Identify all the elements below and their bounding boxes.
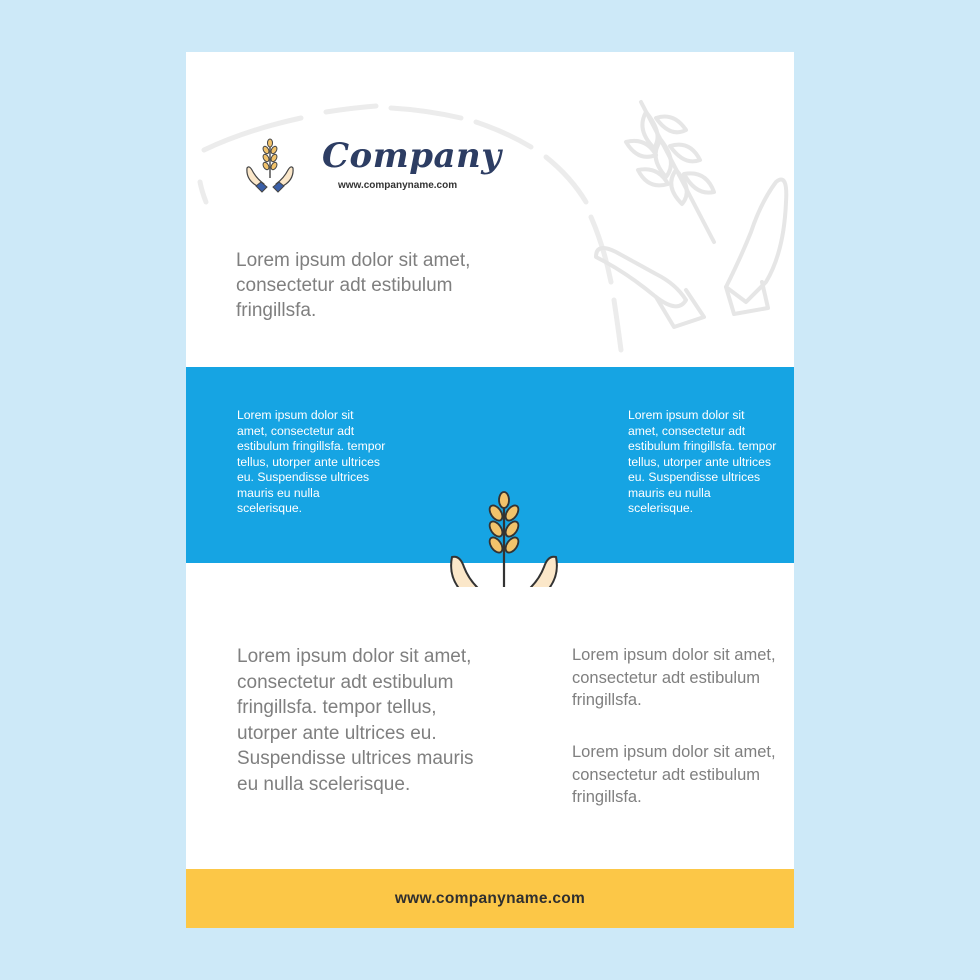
- blue-band: [186, 367, 794, 563]
- brochure-page: [186, 52, 794, 928]
- company-name: Company: [322, 136, 502, 176]
- footer-url[interactable]: www.companyname.com: [394, 890, 586, 907]
- lower-left-text: Lorem ipsum dolor sit amet, consectetur adt estibulum fringillsfa. tempor tellus, utorper ante ultrices eu. Suspendisse ultrices mauris eu nulla scelerisque.: [237, 646, 474, 795]
- band-right-text: Lorem ipsum dolor sit amet, consectetur adt estibulum fringillsfa. tempor tellus, utorper ante ultrices eu. Suspendisse ultrices mauris eu nulla scelerisque.: [628, 408, 777, 515]
- wheat-in-hands-icon: [244, 134, 296, 196]
- wheat-in-hands-watermark-icon: [186, 52, 794, 372]
- intro-text: Lorem ipsum dolor sit amet, consectetur adt estibulum fringillsfa.: [236, 250, 471, 321]
- band-left-text: Lorem ipsum dolor sit amet, consectetur adt estibulum fringillsfa. tempor tellus, utorper ante ultrices eu. Suspendisse ultrices mauris eu nulla scelerisque.: [237, 408, 386, 515]
- company-url-top[interactable]: www.companyname.com: [338, 180, 458, 191]
- footer-bar: [186, 869, 794, 928]
- lower-right-text-1: Lorem ipsum dolor sit amet, consectetur adt estibulum fringillsfa.: [572, 646, 776, 709]
- wheat-in-hands-icon: [442, 437, 566, 587]
- lower-right-text-2: Lorem ipsum dolor sit amet, consectetur adt estibulum fringillsfa.: [572, 743, 776, 806]
